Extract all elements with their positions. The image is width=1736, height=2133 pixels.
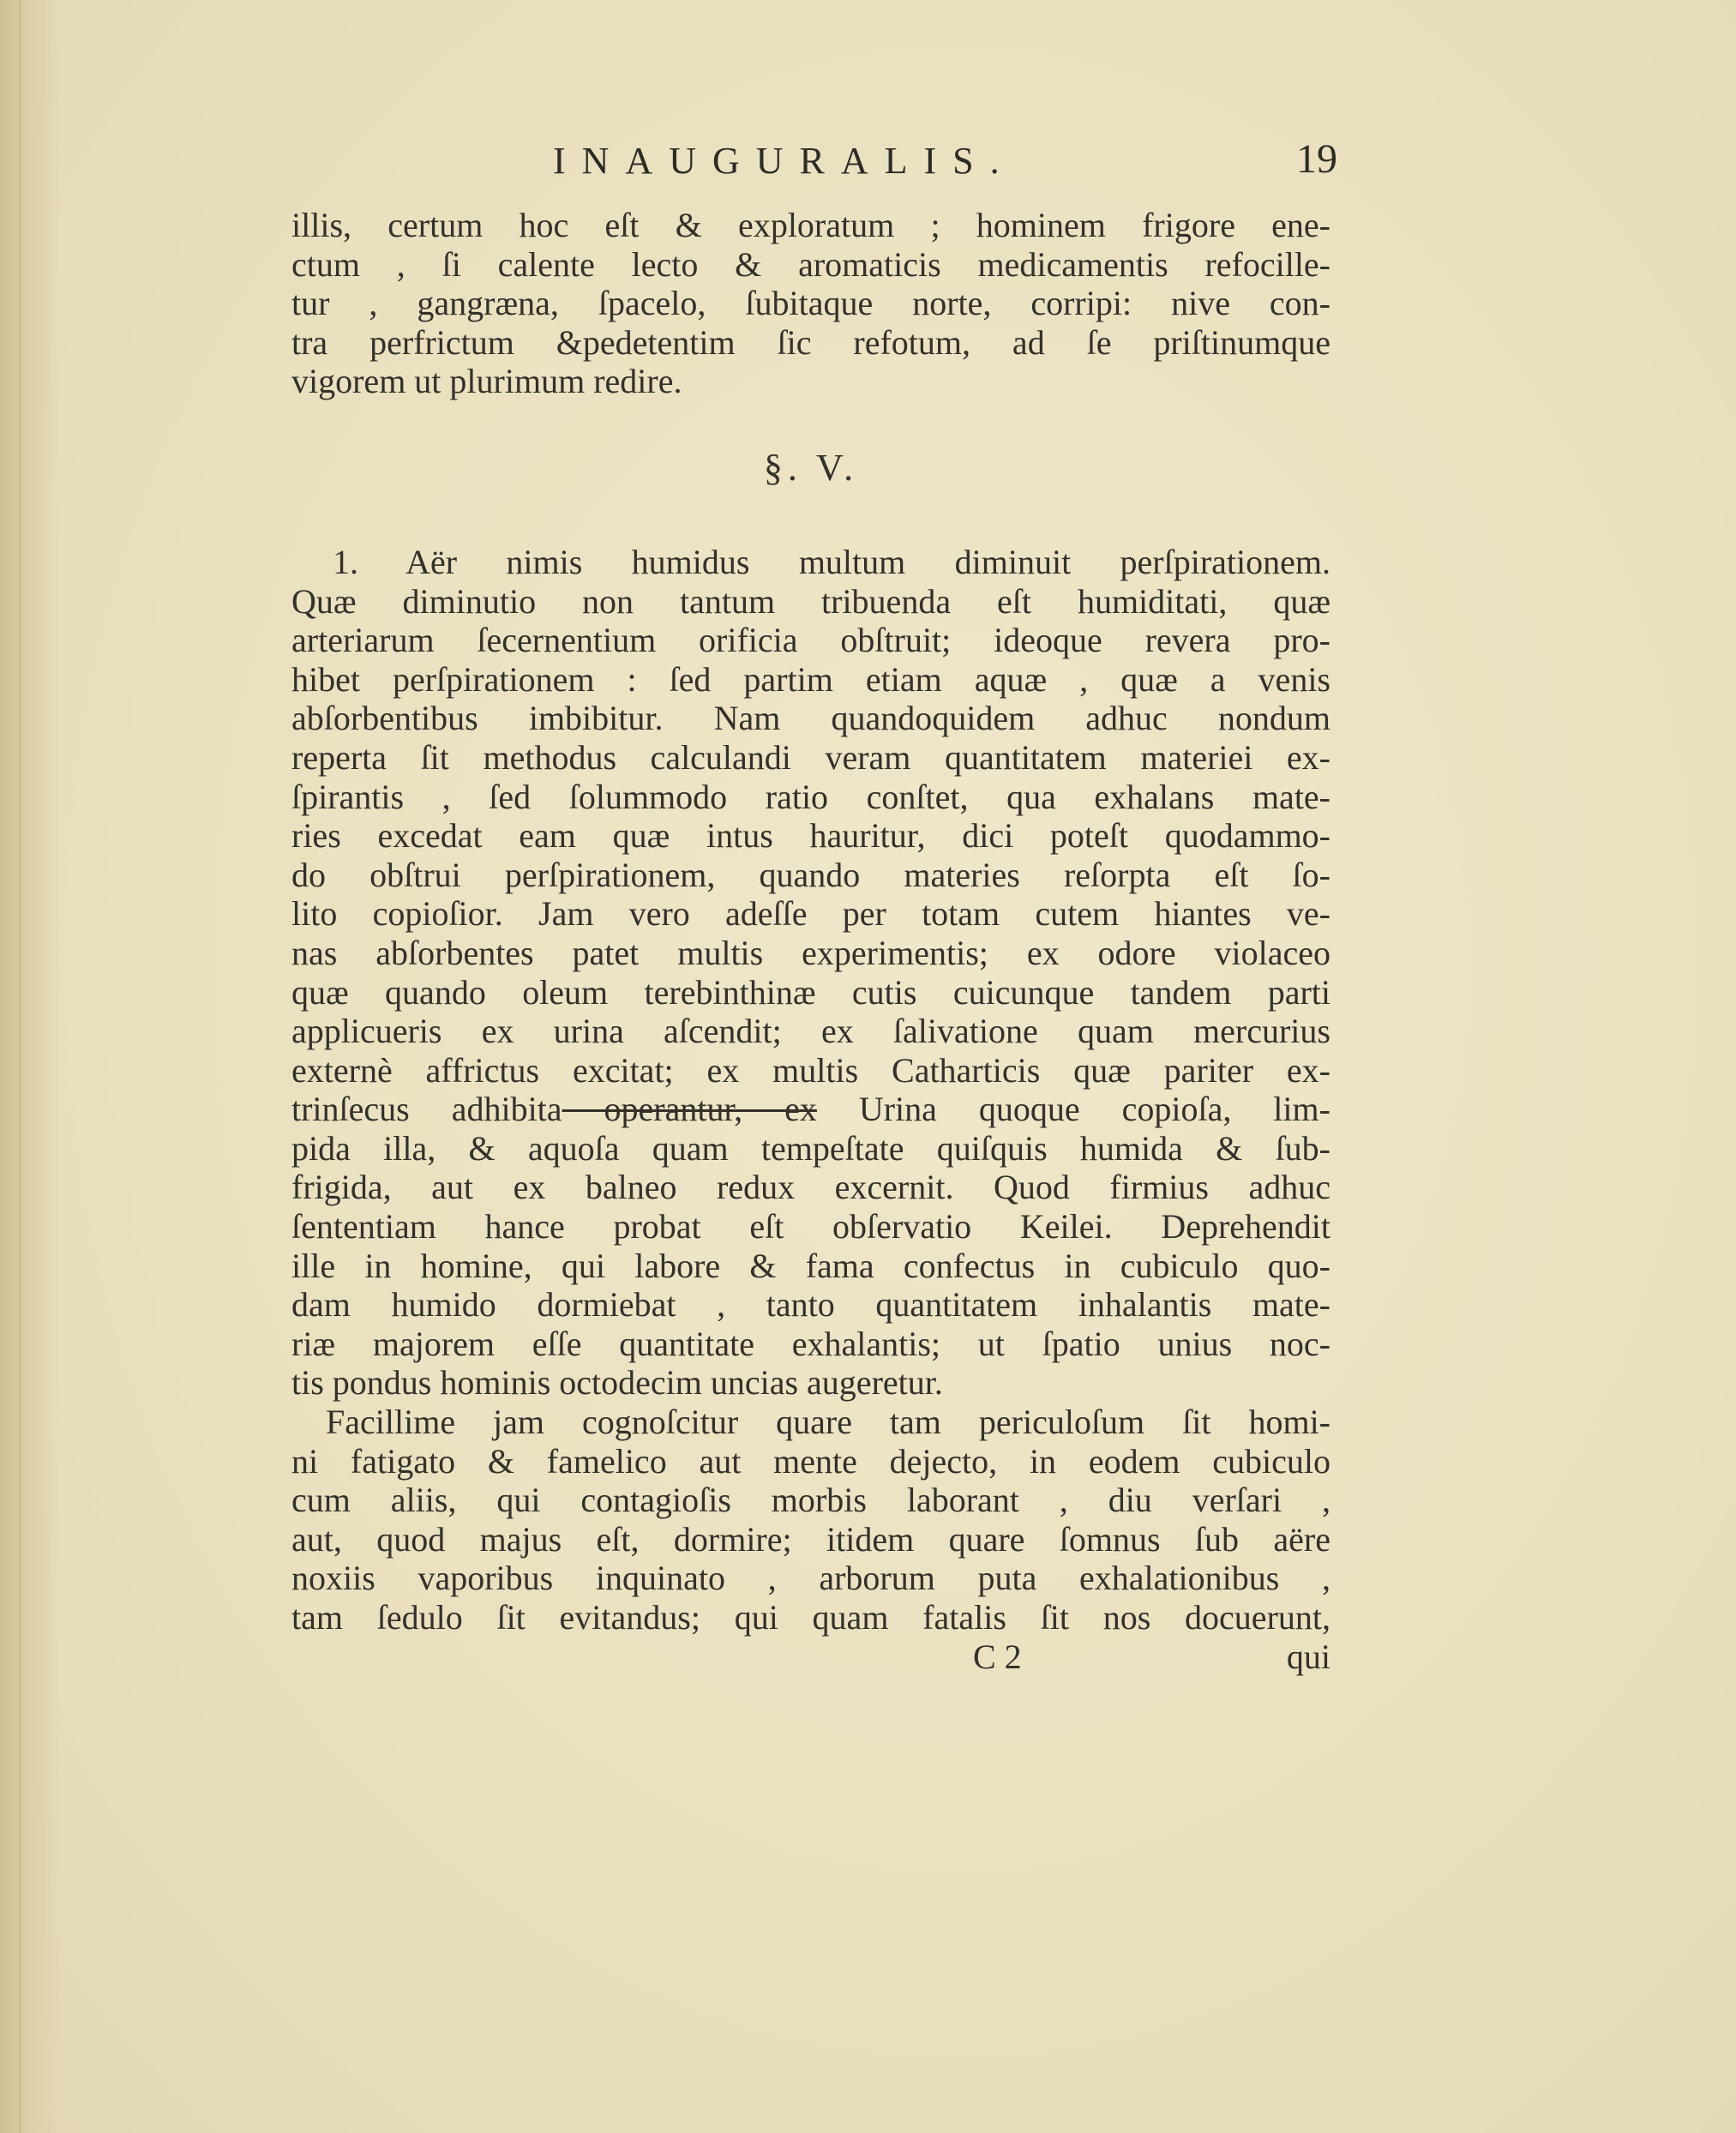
text-line: hibet perſpirationem : ſed partim etiam aquæ , quæ a venis [291, 659, 1331, 699]
text-line: aut, quod majus eſt, dormire; itidem quare ſomnus ſub aëre [291, 1519, 1331, 1559]
signature-mark: C 2 [973, 1637, 1022, 1676]
text-segment: trinſecus adhibita [291, 1090, 562, 1129]
text-line: ries excedat eam quæ intus hauritur, dici poteſt quodammo- [291, 816, 1331, 856]
text-line: quæ quando oleum terebinthinæ cutis cuicunque tandem parti [291, 972, 1331, 1012]
page-number: 19 [1296, 136, 1337, 182]
text-line: ille in homine, qui labore & fama confectus in cubiculo quo- [291, 1246, 1331, 1285]
text-line: noxiis vaporibus inquinato , arborum puta exhalationibus , [291, 1559, 1331, 1598]
text-line: illis, certum hoc eſt & exploratum ; hominem frigore ene- [291, 206, 1331, 244]
text-line: arteriarum ſecernentium orificia obſtruit; ideoque revera pro- [291, 621, 1331, 660]
catchword: qui [1286, 1637, 1331, 1676]
text-line: tam ſedulo ſit evitandus; qui quam fatalis ſit nos docuerunt, [291, 1598, 1331, 1637]
text-line: abſorbentibus imbibitur. Nam quandoquidem adhuc nondum [291, 699, 1331, 738]
struck-text: operantur, ex [562, 1090, 817, 1129]
text-line: cum aliis, qui contagioſis morbis laborant , diu verſari , [291, 1481, 1331, 1520]
text-line-with-strikethrough [291, 1090, 1331, 1129]
text-line: Quæ diminutio non tantum tribuenda eſt humiditati, quæ [291, 581, 1331, 621]
text-line: reperta ſit methodus calculandi veram quantitatem materiei ex- [291, 737, 1331, 777]
text-line: applicueris ex urina aſcendit; ex ſalivatione quam mercurius [291, 1012, 1331, 1051]
text-line: ſententiam hance probat eſt obſervatio Keilei. Deprehendit [291, 1207, 1331, 1247]
text-line: Facillime jam cognoſcitur quare tam periculoſum ſit homi- [326, 1403, 1331, 1442]
text-line: riæ majorem eſſe quantitate exhalantis; ut ſpatio unius noc- [291, 1324, 1331, 1363]
text-line: 1. Aër nimis humidus multum diminuit perſpirationem. [333, 542, 1331, 581]
page-footer [291, 1637, 1331, 1679]
text-line: ſpirantis , ſed ſolummodo ratio conſtet, qua exhalans mate- [291, 777, 1331, 816]
section-spacer [291, 526, 1331, 543]
text-line: lito copioſior. Jam vero adeſſe per totam cutem hiantes ve- [291, 894, 1331, 934]
page-header [291, 129, 1337, 189]
running-head: INAUGURALIS. [553, 140, 1016, 182]
text-line: ctum , ſi calente lecto & aromaticis medicamentis refocille- [291, 244, 1331, 284]
text-line: vigorem ut plurimum redire. [291, 362, 682, 401]
text-segment: Urina quoque copioſa, lim- [816, 1090, 1331, 1129]
body-text [291, 206, 1331, 1679]
text-line: pida illa, & aquoſa quam tempeſtate quiſquis humida & ſub- [291, 1128, 1331, 1168]
paragraph-1 [291, 206, 1331, 401]
text-line: do obſtrui perſpirationem, quando materies reſorpta eſt ſo- [291, 855, 1331, 894]
paragraph-2 [291, 543, 1331, 1403]
text-line: tra perfrictum &pedetentim ſic refotum, ad ſe priſtinumque [291, 322, 1331, 362]
paragraph-3 [291, 1403, 1331, 1637]
text-line: ni fatigato & famelico aut mente dejecto, in eodem cubiculo [291, 1441, 1331, 1481]
text-line: tis pondus hominis octodecim uncias augeretur. [291, 1363, 943, 1403]
text-line: tur , gangræna, ſpacelo, ſubitaque norte, corripi: nive con- [291, 284, 1331, 323]
text-line: frigida, aut ex balneo redux excernit. Quod firmius adhuc [291, 1168, 1331, 1207]
section-heading: §. V. [763, 446, 859, 489]
page-fold-line [19, 0, 21, 2133]
text-line: nas abſorbentes patet multis experimentis; ex odore violaceo [291, 933, 1331, 972]
text-line: externè affrictus excitat; ex multis Catharticis quæ pariter ex- [291, 1050, 1331, 1090]
text-line: dam humido dormiebat , tanto quantitatem inhalantis mate- [291, 1285, 1331, 1325]
page-gutter-shadow [0, 0, 60, 2133]
